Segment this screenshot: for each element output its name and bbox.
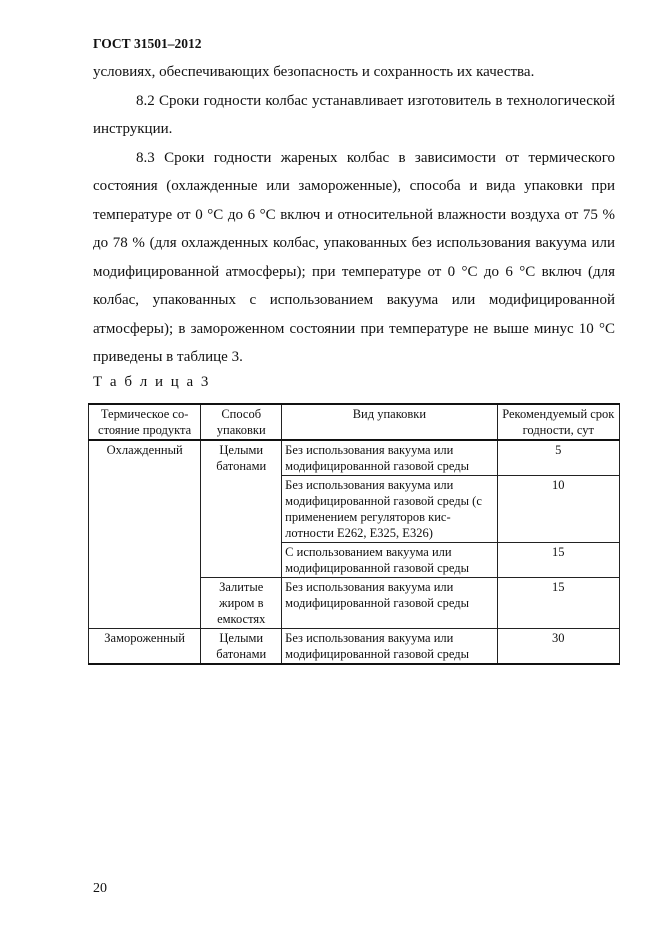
document-header: ГОСТ 31501–2012 bbox=[93, 36, 202, 51]
shelf-life-table bbox=[88, 403, 620, 665]
header-packing-method: Способ упаковки bbox=[201, 404, 282, 440]
cell-no-vacuum-regulators: Без использования вакуума или модифицированной газовой среды (с применением регуляторов кис-лотности E262, E325, E326) bbox=[282, 476, 497, 543]
cell-no-vacuum: Без использования вакуума или модифицированной газовой среды bbox=[282, 440, 497, 476]
table-row bbox=[89, 629, 620, 665]
cell-with-vacuum: С использованием вакуума или модифицированной газовой среды bbox=[282, 543, 497, 578]
paragraph-8-3 bbox=[93, 144, 615, 372]
cell-no-vacuum-fat: Без использования вакуума или модифицированной газовой среды bbox=[282, 578, 497, 629]
table-row bbox=[89, 440, 620, 476]
cell-no-vacuum-frozen: Без использования вакуума или модифицированной газовой среды bbox=[282, 629, 497, 665]
cell-whole-loaves: Целыми батонами bbox=[201, 440, 282, 578]
header-packaging-type: Вид упаковки bbox=[282, 404, 497, 440]
header-shelf-life: Рекомендуемый срок годности, сут bbox=[497, 404, 619, 440]
cell-frozen: Замороженный bbox=[89, 629, 201, 665]
cell-fat-filled: Залитые жиром в емкостях bbox=[201, 578, 282, 629]
cell-chilled: Охлажденный bbox=[89, 440, 201, 629]
body-text bbox=[93, 58, 615, 372]
paragraph-8-3-number: 8.3 bbox=[136, 149, 155, 166]
table-caption: Т а б л и ц а 3 bbox=[93, 374, 211, 390]
cell-shelf-life-10: 10 bbox=[497, 476, 619, 543]
cell-shelf-life-5: 5 bbox=[497, 440, 619, 476]
cell-whole-loaves-frozen: Целыми батонами bbox=[201, 629, 282, 665]
cell-shelf-life-15: 15 bbox=[497, 543, 619, 578]
cell-shelf-life-15-fat: 15 bbox=[497, 578, 619, 629]
header-thermal-state: Термическое со-стояние продукта bbox=[89, 404, 201, 440]
table-header-row bbox=[89, 404, 620, 440]
paragraph-continuation: условиях, обеспечивающих безопасность и сохранность их качества. bbox=[93, 64, 535, 80]
page-number: 20 bbox=[93, 881, 107, 896]
cell-shelf-life-30: 30 bbox=[497, 629, 619, 665]
paragraph-8-2: 8.2 Сроки годности колбас устанавливает изготовитель в технологической инструкции. bbox=[93, 92, 615, 137]
paragraph-8-3-text: Сроки годности жареных колбас в зависимости от термического состояния (охлажденные или замороженные), способа и вида упаковки при температуре от 0 °С до 6 °С включ и относительной влажности воздуха от 75 % до 78 % (для охлажденных колбас, упакованных без использования вакуума или модифицированной атмосферы); при температуре от 0 °С до 6 °С включ (для колбас, упакованных с использованием вакуума или модифицированной атмосферы); в замороженном состоянии при температуре не выше минус 10 °С приведены в таблице 3. bbox=[93, 149, 616, 365]
